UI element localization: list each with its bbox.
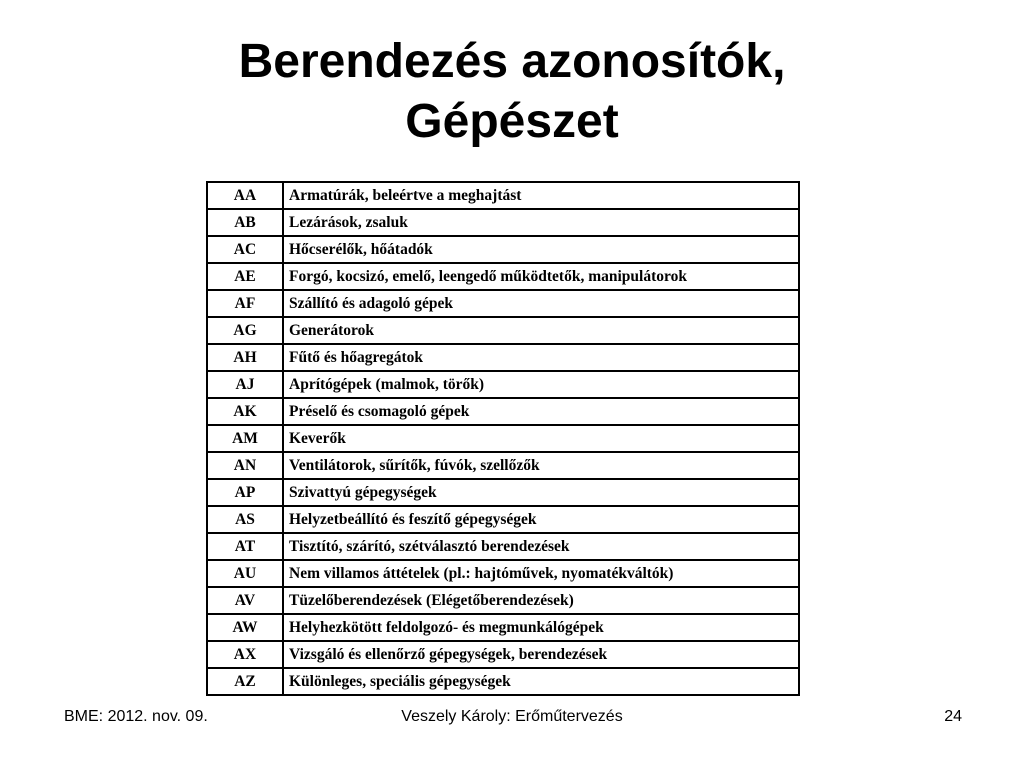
table-row	[207, 479, 799, 506]
equipment-code-cell: AF	[207, 290, 283, 317]
table-row	[207, 533, 799, 560]
equipment-description-cell: Szivattyú gépegységek	[283, 479, 799, 506]
table-row	[207, 641, 799, 668]
equipment-code-cell: AC	[207, 236, 283, 263]
table-row	[207, 668, 799, 695]
equipment-description-cell: Hőcserélők, hőátadók	[283, 236, 799, 263]
equipment-code-cell: AS	[207, 506, 283, 533]
table-row	[207, 209, 799, 236]
equipment-code-cell: AH	[207, 344, 283, 371]
equipment-code-cell: AW	[207, 614, 283, 641]
equipment-description-cell: Aprítógépek (malmok, törők)	[283, 371, 799, 398]
equipment-description-cell: Keverők	[283, 425, 799, 452]
equipment-code-cell: AJ	[207, 371, 283, 398]
equipment-description-cell: Vizsgáló és ellenőrző gépegységek, berendezések	[283, 641, 799, 668]
equipment-code-cell: AM	[207, 425, 283, 452]
equipment-description-cell: Armatúrák, beleértve a meghajtást	[283, 182, 799, 209]
footer-author-course: Veszely Károly: Erőműtervezés	[401, 708, 623, 725]
equipment-code-cell: AK	[207, 398, 283, 425]
equipment-description-cell: Forgó, kocsizó, emelő, leengedő működtetők, manipulátorok	[283, 263, 799, 290]
title-line-2: Gépészet	[405, 95, 619, 148]
table-row	[207, 290, 799, 317]
equipment-code-cell: AT	[207, 533, 283, 560]
equipment-description-cell: Lezárások, zsaluk	[283, 209, 799, 236]
equipment-description-cell: Helyhezkötött feldolgozó- és megmunkálógépek	[283, 614, 799, 641]
equipment-code-cell: AA	[207, 182, 283, 209]
table-row	[207, 506, 799, 533]
equipment-description-cell: Préselő és csomagoló gépek	[283, 398, 799, 425]
equipment-code-cell: AG	[207, 317, 283, 344]
equipment-code-cell: AB	[207, 209, 283, 236]
table-row	[207, 452, 799, 479]
equipment-code-cell: AP	[207, 479, 283, 506]
equipment-description-cell: Generátorok	[283, 317, 799, 344]
equipment-description-cell: Szállító és adagoló gépek	[283, 290, 799, 317]
table-row	[207, 614, 799, 641]
table-row	[207, 560, 799, 587]
slide-title	[0, 32, 1024, 152]
table-row	[207, 371, 799, 398]
title-line-1: Berendezés azonosítók,	[238, 35, 786, 88]
equipment-code-table	[206, 181, 800, 696]
equipment-description-cell: Tüzelőberendezések (Elégetőberendezések)	[283, 587, 799, 614]
equipment-description-cell: Ventilátorok, sűrítők, fúvók, szellőzők	[283, 452, 799, 479]
table-row	[207, 344, 799, 371]
equipment-code-cell: AU	[207, 560, 283, 587]
table-row	[207, 236, 799, 263]
table-row	[207, 587, 799, 614]
table-row	[207, 182, 799, 209]
equipment-code-cell: AN	[207, 452, 283, 479]
table-row	[207, 263, 799, 290]
equipment-description-cell: Tisztító, szárító, szétválasztó berendezések	[283, 533, 799, 560]
equipment-description-cell: Fűtő és hőagregátok	[283, 344, 799, 371]
equipment-code-cell: AE	[207, 263, 283, 290]
equipment-code-cell: AV	[207, 587, 283, 614]
equipment-code-cell: AZ	[207, 668, 283, 695]
table-row	[207, 317, 799, 344]
slide-number: 24	[944, 708, 962, 725]
table-row	[207, 398, 799, 425]
table-row	[207, 425, 799, 452]
footer-date: BME: 2012. nov. 09.	[64, 708, 208, 725]
equipment-description-cell: Nem villamos áttételek (pl.: hajtóművek, nyomatékváltók)	[283, 560, 799, 587]
equipment-code-cell: AX	[207, 641, 283, 668]
equipment-description-cell: Különleges, speciális gépegységek	[283, 668, 799, 695]
equipment-description-cell: Helyzetbeállító és feszítő gépegységek	[283, 506, 799, 533]
